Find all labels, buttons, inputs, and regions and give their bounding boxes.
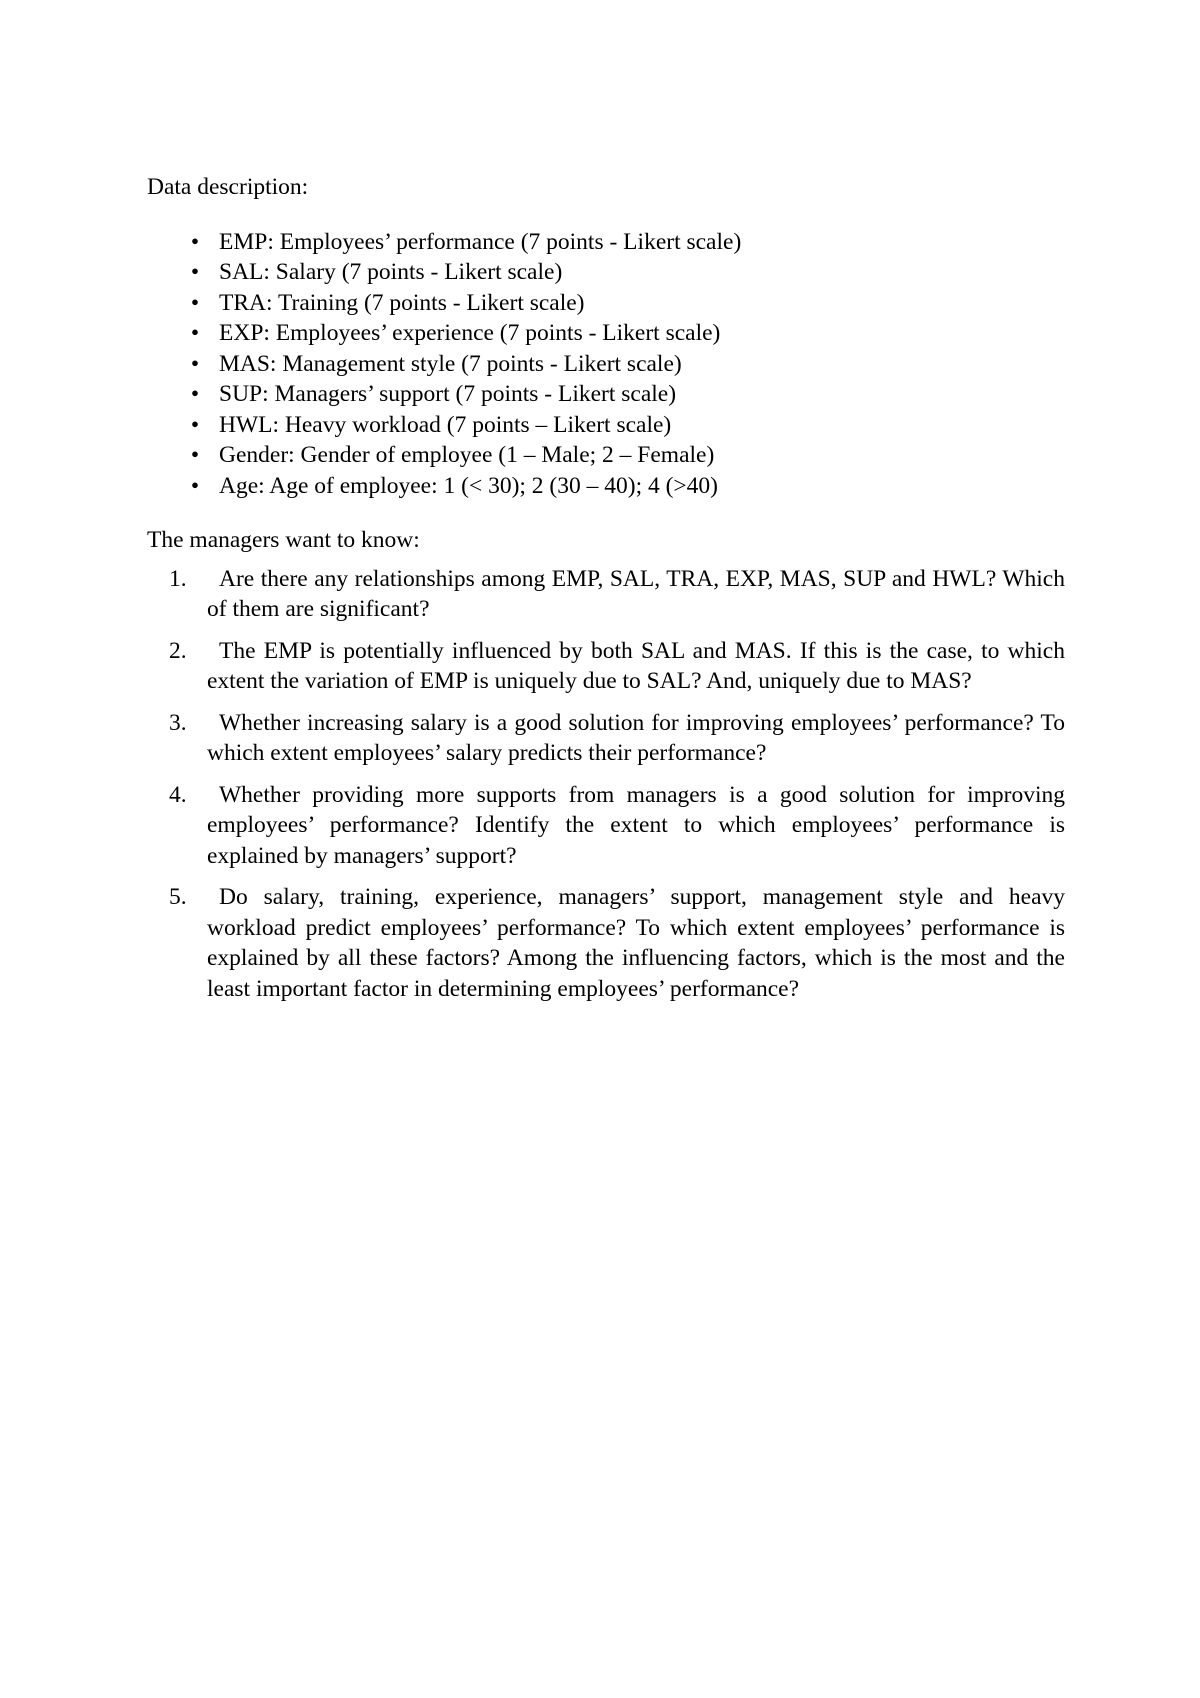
bullet-icon: • — [190, 228, 200, 255]
bullet-icon: • — [190, 289, 200, 316]
bullet-icon: • — [190, 320, 200, 346]
variable-item — [147, 288, 1065, 319]
variable-text: Age: Age of employee: 1 (< 30); 2 (30 – 40); 4 (>40) — [219, 472, 719, 499]
question-text: Are there any relationships among EMP, SAL, TRA, EXP, MAS, SUP and HWL? Which of them are significant? — [207, 565, 1065, 622]
questions-heading: The managers want to know: — [147, 527, 420, 553]
variable-item — [147, 410, 1065, 441]
question-text: Whether providing more supports from managers is a good solution for improving employees’ performance? Identify the extent to which employees’ performance is explained by managers’ support? — [207, 781, 1065, 869]
question-number: 2. — [169, 637, 187, 664]
variable-text: HWL: Heavy workload (7 points – Likert scale) — [219, 411, 672, 438]
variable-item — [147, 227, 1065, 258]
question-text: Do salary, training, experience, managers’ support, management style and heavy workload predict employees’ performance? To which extent employees’ performance is explained by all these factors? Among the influencing factors, which is the most and the least important factor in determining employees’ performance? — [207, 884, 1065, 1002]
question-item — [147, 708, 1065, 769]
bullet-icon: • — [190, 381, 200, 407]
document-body — [147, 172, 1065, 1015]
question-item — [147, 564, 1065, 625]
question-text: Whether increasing salary is a good solution for improving employees’ performance? To which extent employees’ salary predicts their performance? — [207, 709, 1065, 766]
data-description-heading: Data description: — [147, 174, 309, 200]
question-number: 4. — [169, 781, 187, 808]
variable-text: MAS: Management style (7 points - Likert scale) — [219, 350, 682, 377]
variable-item — [147, 318, 1065, 349]
question-item — [147, 882, 1065, 1004]
question-text: The EMP is potentially influenced by both SAL and MAS. If this is the case, to which extent the variation of EMP is uniquely due to SAL? And, uniquely due to MAS? — [207, 637, 1065, 694]
bullet-icon: • — [190, 472, 200, 499]
bullet-icon: • — [190, 442, 200, 468]
variable-item — [147, 471, 1065, 502]
question-number: 5. — [169, 884, 187, 910]
variable-text: SUP: Managers’ support (7 points - Likert scale) — [219, 381, 677, 407]
question-item — [147, 636, 1065, 697]
question-number: 1. — [169, 565, 187, 592]
variable-list — [147, 227, 1065, 502]
question-list — [147, 564, 1065, 1005]
variable-text: SAL: Salary (7 points - Likert scale) — [219, 259, 563, 285]
question-number: 3. — [169, 709, 187, 736]
bullet-icon: • — [190, 411, 200, 438]
variable-text: EXP: Employees’ experience (7 points - Likert scale) — [219, 320, 721, 346]
variable-item — [147, 349, 1065, 380]
variable-item — [147, 440, 1065, 471]
variable-item — [147, 257, 1065, 288]
question-item — [147, 780, 1065, 872]
bullet-icon: • — [190, 259, 200, 285]
variable-text: Gender: Gender of employee (1 – Male; 2 – Female) — [219, 442, 715, 468]
variable-text: TRA: Training (7 points - Likert scale) — [219, 289, 585, 316]
variable-text: EMP: Employees’ performance (7 points - Likert scale) — [219, 228, 742, 255]
bullet-icon: • — [190, 350, 200, 377]
variable-item — [147, 379, 1065, 410]
